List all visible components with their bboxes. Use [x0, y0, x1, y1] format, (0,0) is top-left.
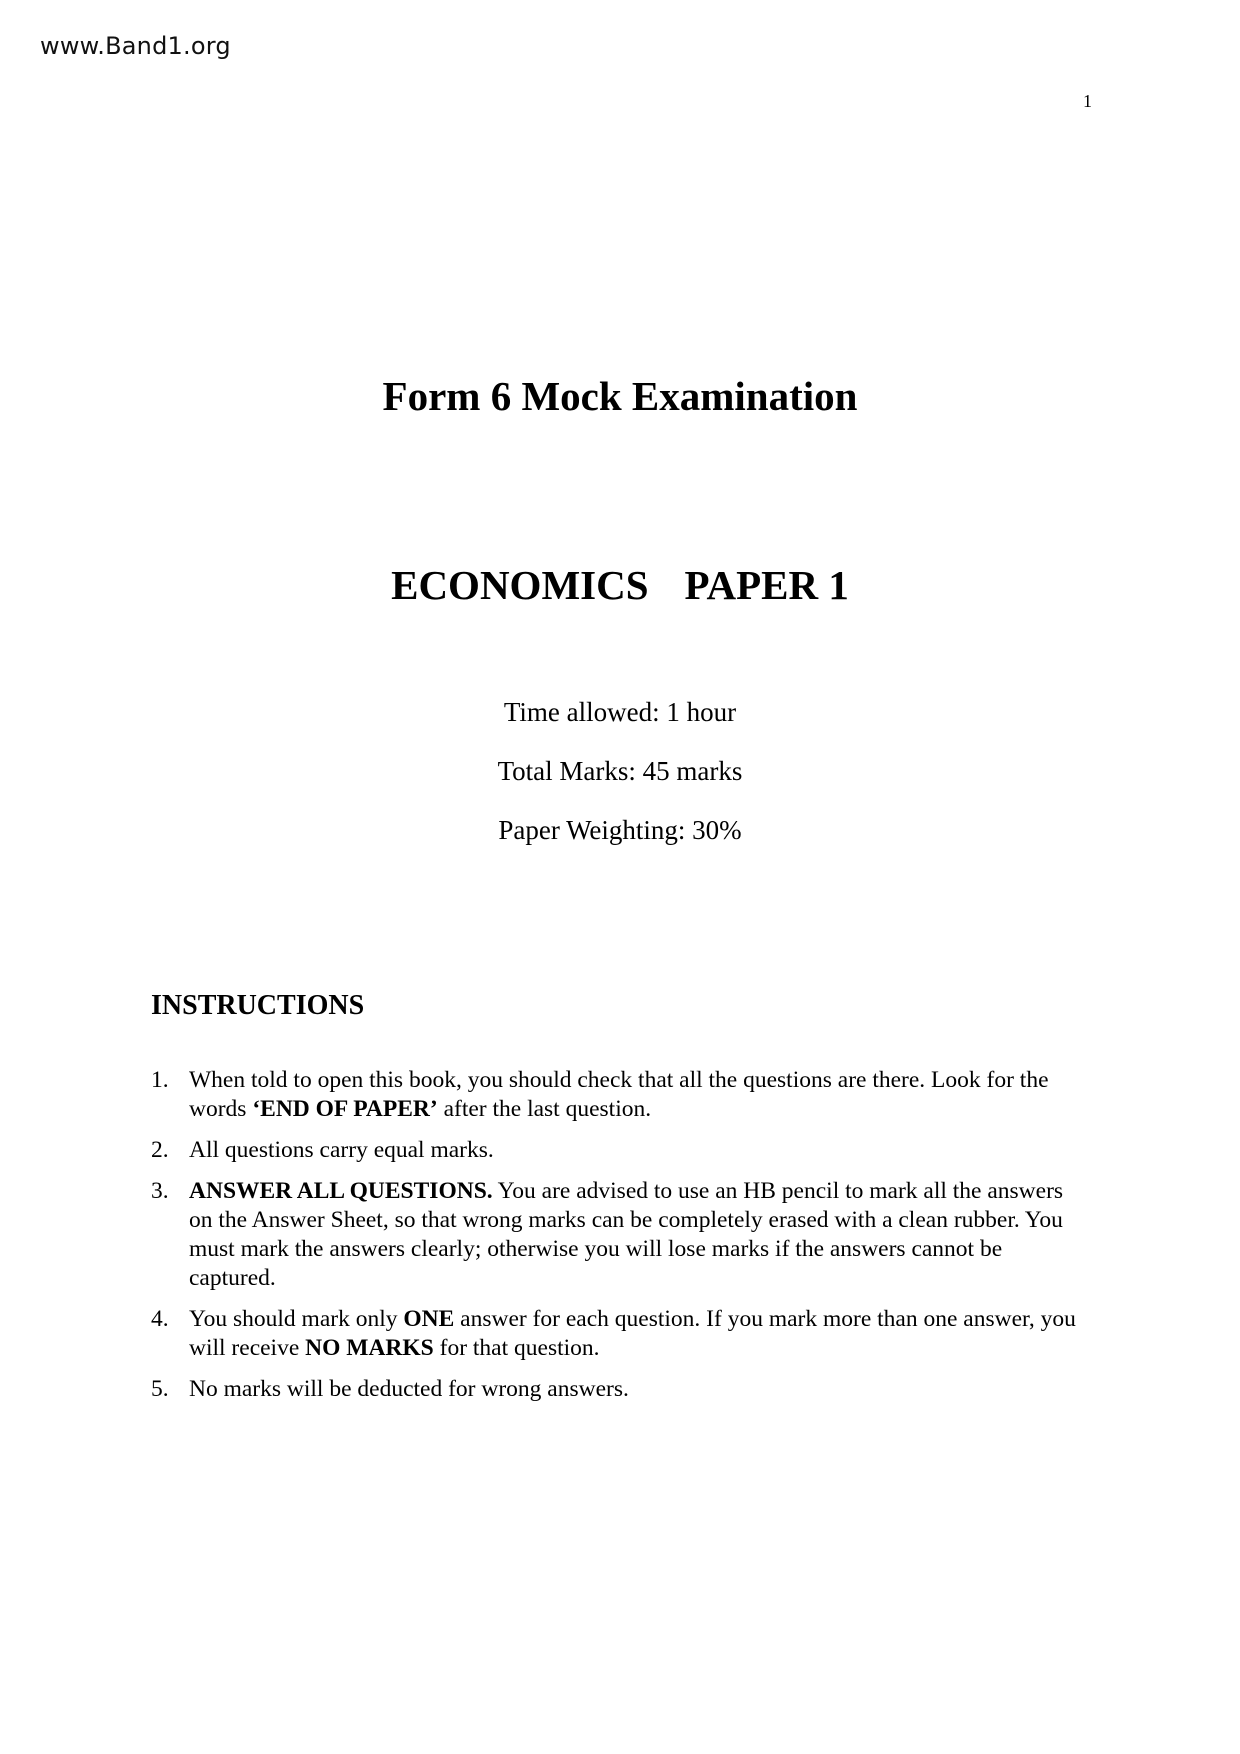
instruction-item-4: [151, 1305, 1091, 1363]
instruction-item-1: [151, 1066, 1091, 1124]
page-number: 1: [1083, 91, 1092, 111]
instruction-text: When told to open this book, you should check that all the questions are there. Look for the words ‘END OF PAPER’ after the last question.: [189, 1067, 1049, 1122]
instructions-list: [151, 1066, 1091, 1416]
watermark-url: www.Band1.org: [40, 32, 231, 60]
instruction-number: 4.: [151, 1306, 169, 1332]
paper-weighting: Paper Weighting: 30%: [498, 815, 742, 845]
instruction-text: You should mark only ONE answer for each question. If you mark more than one answer, you will receive NO MARKS for that question.: [189, 1306, 1076, 1361]
instruction-item-2: [151, 1136, 1091, 1165]
instruction-item-5: [151, 1375, 1091, 1404]
total-marks: Total Marks: 45 marks: [497, 756, 743, 786]
instruction-number: 1.: [151, 1067, 169, 1093]
subject-title: ECONOMICS: [391, 562, 649, 608]
instruction-number: 5.: [151, 1376, 169, 1402]
exam-title: Form 6 Mock Examination: [382, 373, 858, 419]
instructions-heading: INSTRUCTIONS: [151, 990, 365, 1021]
instruction-text: All questions carry equal marks.: [189, 1137, 494, 1163]
instruction-text: ANSWER ALL QUESTIONS. You are advised to use an HB pencil to mark all the answers on the Answer Sheet, so that wrong marks can be completely erased with a clean rubber. You must mark the answers clearly; otherwise you will lose marks if the answers cannot be captured.: [189, 1178, 1064, 1291]
instruction-number: 3.: [151, 1178, 169, 1204]
subject-paper-heading: [0, 561, 1240, 609]
paper-title: PAPER 1: [684, 562, 849, 608]
instruction-text: No marks will be deducted for wrong answers.: [189, 1376, 629, 1402]
instruction-item-3: [151, 1177, 1091, 1293]
instruction-number: 2.: [151, 1137, 169, 1163]
time-allowed: Time allowed: 1 hour: [503, 697, 737, 727]
